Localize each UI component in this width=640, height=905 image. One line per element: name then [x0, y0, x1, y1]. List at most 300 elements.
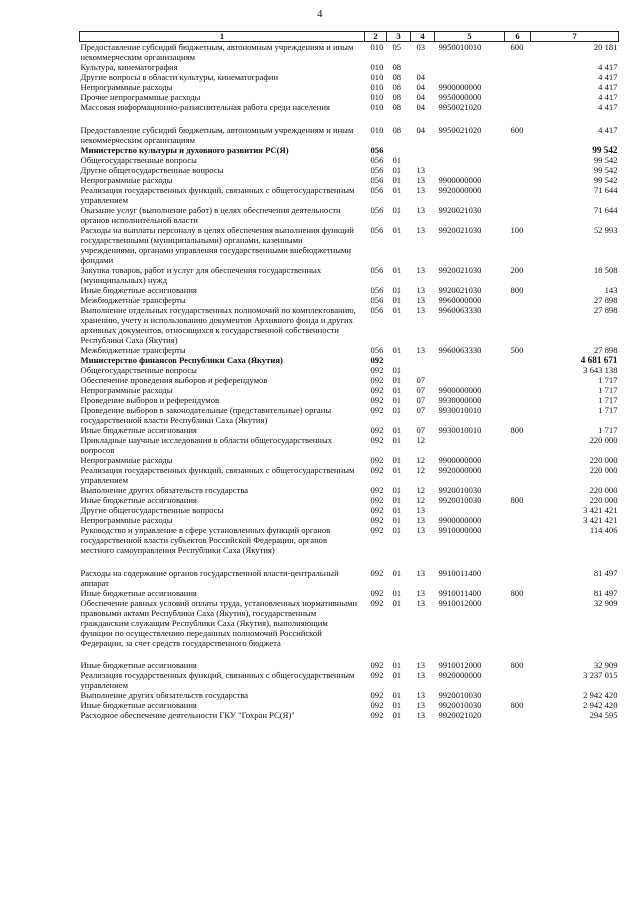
row-ministry-code: 092: [370, 355, 384, 365]
row-subsection-code: 13: [416, 305, 426, 315]
row-name: Обеспечение равных условий оплаты труда, установленных нормативными правовыми актами Республики Саха (Якутия), государственным гражданским служащим Республики Саха (Якутия), выполняющим функции по осуществлению переданных полномочий Российской Федерации, за счет средств государственного бюджета: [80, 598, 358, 648]
row-expense-type: [505, 305, 531, 345]
row-amount: 4 417: [598, 72, 618, 82]
row-section-code: 01: [392, 598, 402, 608]
row-ministry-code: 092: [370, 660, 384, 670]
row-amount: 1 717: [598, 385, 618, 395]
row-name: Непрограммные расходы: [80, 82, 173, 92]
table-row: [80, 102, 619, 112]
table-row: [80, 405, 619, 425]
row-amount: 4 417: [598, 82, 618, 92]
row-expense-type: 800: [510, 285, 524, 295]
table-row: [80, 165, 619, 175]
table-row: [80, 505, 619, 515]
table-row: [80, 425, 619, 435]
row-section-code: 01: [392, 395, 402, 405]
row-target-code: 9910012000: [438, 660, 482, 670]
row-subsection-code: 03: [416, 42, 426, 52]
row-ministry-code: 092: [370, 670, 384, 680]
table-body: [80, 42, 619, 721]
row-name: Предоставление субсидий бюджетным, автономным учреждениям и иным некоммерческим организациям: [80, 125, 354, 145]
row-subsection-code: 13: [416, 285, 426, 295]
table-row: [80, 62, 619, 72]
table-row: [80, 385, 619, 395]
row-section-code: [387, 145, 411, 155]
row-subsection-code: 13: [416, 205, 426, 215]
row-section-code: 01: [392, 405, 402, 415]
row-ministry-code: 056: [370, 205, 384, 215]
row-amount: 27 898: [593, 305, 618, 315]
row-target-code: 9920021030: [438, 225, 482, 235]
row-subsection-code: 07: [416, 405, 426, 415]
row-section-code: 08: [392, 92, 402, 102]
row-section-code: 01: [392, 465, 402, 475]
row-target-code: 9930000000: [438, 395, 482, 405]
row-section-code: 01: [392, 455, 402, 465]
row-ministry-code: 010: [370, 82, 384, 92]
row-name: Межбюджетные трансферты: [80, 345, 186, 355]
row-subsection-code: 13: [416, 265, 426, 275]
row-target-code: [435, 62, 505, 72]
row-target-code: 9900000000: [438, 175, 482, 185]
table-row: [80, 455, 619, 465]
row-amount: 220 000: [589, 465, 618, 475]
row-section-code: 01: [392, 700, 402, 710]
row-section-code: 01: [392, 568, 402, 578]
row-section-code: 01: [392, 385, 402, 395]
row-section-code: 01: [392, 505, 402, 515]
row-section-code: 01: [392, 495, 402, 505]
table-row: [80, 525, 619, 555]
row-expense-type: [505, 690, 531, 700]
row-name: Другие общегосударственные вопросы: [80, 505, 224, 515]
row-target-code: 9900000000: [438, 385, 482, 395]
row-name: Закупка товаров, работ и услуг для обеспечения государственных (муниципальных) нужд: [80, 265, 322, 285]
table-row: [80, 648, 619, 670]
row-section-code: 01: [392, 588, 402, 598]
row-expense-type: [505, 525, 531, 555]
row-subsection-code: 12: [416, 435, 426, 445]
row-expense-type: [505, 598, 531, 648]
table-row: [80, 515, 619, 525]
row-target-code: 9950021020: [438, 125, 482, 135]
row-target-code: 9960063330: [438, 305, 482, 315]
row-section-code: 08: [392, 125, 402, 135]
row-amount: 81 497: [593, 568, 618, 578]
row-ministry-code: 092: [370, 425, 384, 435]
row-expense-type: 600: [510, 42, 524, 52]
row-amount: 220 000: [589, 455, 618, 465]
table-row: [80, 72, 619, 82]
row-name: Реализация государственных функций, связанных с общегосударственным управлением: [80, 670, 355, 690]
row-amount: 71 644: [593, 205, 618, 215]
row-name: Непрограммные расходы: [80, 175, 173, 185]
row-expense-type: [505, 102, 531, 112]
row-name: Проведение выборов и референдумов: [80, 395, 220, 405]
row-ministry-code: 092: [370, 385, 384, 395]
row-section-code: 01: [392, 375, 402, 385]
row-section-code: 01: [392, 435, 402, 445]
row-section-code: 01: [392, 265, 402, 275]
row-target-code: 9950000000: [438, 92, 482, 102]
row-subsection-code: 13: [416, 710, 426, 720]
row-section-code: 01: [392, 670, 402, 680]
table-row: [80, 555, 619, 588]
header-col-7: 7: [531, 32, 619, 42]
row-amount: 4 417: [598, 92, 618, 102]
table-row: [80, 598, 619, 648]
row-target-code: [435, 145, 505, 155]
row-subsection-code: 04: [416, 72, 426, 82]
row-target-code: 9900000000: [438, 455, 482, 465]
row-name: Иные бюджетные ассигнования: [80, 495, 197, 505]
row-expense-type: [505, 375, 531, 385]
row-ministry-code: 056: [370, 305, 384, 315]
row-subsection-code: 13: [416, 515, 426, 525]
row-ministry-code: 010: [370, 92, 384, 102]
row-subsection-code: 07: [416, 375, 426, 385]
row-target-code: [435, 355, 505, 365]
table-row: [80, 42, 619, 63]
row-ministry-code: 092: [370, 465, 384, 475]
row-target-code: 9950010010: [438, 42, 482, 52]
row-expense-type: [505, 405, 531, 425]
row-amount: 81 497: [593, 588, 618, 598]
row-subsection-code: 04: [416, 82, 426, 92]
row-subsection-code: 13: [416, 185, 426, 195]
row-subsection-code: 13: [416, 588, 426, 598]
row-ministry-code: 092: [370, 690, 384, 700]
row-target-code: 9950021020: [438, 102, 482, 112]
row-ministry-code: 056: [370, 295, 384, 305]
row-subsection-code: 04: [416, 125, 426, 135]
row-expense-type: 500: [510, 345, 524, 355]
row-ministry-code: 010: [370, 102, 384, 112]
row-section-code: 01: [392, 515, 402, 525]
row-ministry-code: 092: [370, 598, 384, 608]
row-section-code: 01: [392, 185, 402, 195]
table-row: [80, 710, 619, 720]
row-amount: 52 993: [593, 225, 618, 235]
row-subsection-code: 13: [416, 660, 426, 670]
row-ministry-code: 092: [370, 710, 384, 720]
row-subsection-code: 07: [416, 425, 426, 435]
row-expense-type: 800: [510, 495, 524, 505]
row-expense-type: [505, 155, 531, 165]
row-subsection-code: 13: [416, 690, 426, 700]
row-name: Расходное обеспечение деятельности ГКУ "Гохран РС(Я)": [80, 710, 295, 720]
row-subsection-code: [411, 365, 435, 375]
table-row: [80, 112, 619, 145]
row-target-code: 9920000000: [438, 185, 482, 195]
row-name: Министерство финансов Республики Саха (Якутия): [80, 355, 283, 365]
row-target-code: 9910011400: [438, 568, 482, 578]
row-section-code: 01: [392, 175, 402, 185]
row-name: Министерство культуры и духовного развития РС(Я): [80, 145, 289, 155]
row-name: Другие общегосударственные вопросы: [80, 165, 224, 175]
row-section-code: 01: [392, 225, 402, 235]
row-amount: 71 644: [593, 185, 618, 195]
header-col-4: 4: [411, 32, 435, 42]
row-ministry-code: 056: [370, 285, 384, 295]
table-row: [80, 225, 619, 265]
row-target-code: [435, 155, 505, 165]
row-section-code: 01: [392, 710, 402, 720]
row-name: Непрограммные расходы: [80, 385, 173, 395]
row-name: Непрограммные расходы: [80, 455, 173, 465]
row-amount: 1 717: [598, 405, 618, 415]
row-name: Иные бюджетные ассигнования: [80, 285, 197, 295]
row-target-code: [435, 72, 505, 82]
row-section-code: 01: [392, 425, 402, 435]
row-amount: 20 181: [593, 42, 618, 52]
row-section-code: 01: [392, 205, 402, 215]
row-subsection-code: 07: [416, 395, 426, 405]
row-amount: 3 421 421: [583, 505, 618, 515]
row-amount: 1 717: [598, 395, 618, 405]
row-section-code: 08: [392, 102, 402, 112]
row-name: Реализация государственных функций, связанных с общегосударственным управлением: [80, 185, 355, 205]
row-expense-type: [505, 465, 531, 485]
row-amount: 2 942 420: [583, 700, 618, 710]
row-target-code: 9910000000: [438, 525, 482, 535]
table-row: [80, 395, 619, 405]
row-subsection-code: 12: [416, 495, 426, 505]
row-section-code: 01: [392, 345, 402, 355]
row-target-code: 9960000000: [438, 295, 482, 305]
row-ministry-code: 056: [370, 165, 384, 175]
row-expense-type: [505, 455, 531, 465]
row-target-code: 9920000000: [438, 670, 482, 680]
row-section-code: 01: [392, 660, 402, 670]
row-subsection-code: 13: [416, 165, 426, 175]
row-ministry-code: 056: [370, 225, 384, 235]
row-expense-type: 100: [510, 225, 524, 235]
table-row: [80, 285, 619, 295]
row-expense-type: [505, 355, 531, 365]
row-target-code: 9930010010: [438, 425, 482, 435]
table-row: [80, 305, 619, 345]
row-subsection-code: 13: [416, 598, 426, 608]
row-expense-type: [505, 515, 531, 525]
row-target-code: 9960063330: [438, 345, 482, 355]
row-name: Реализация государственных функций, связанных с общегосударственным управлением: [80, 465, 355, 485]
row-amount: 220 000: [589, 435, 618, 445]
table-row: [80, 588, 619, 598]
row-name: Обеспечение проведения выборов и референдумов: [80, 375, 268, 385]
row-name: Межбюджетные трансферты: [80, 295, 186, 305]
row-name: Предоставление субсидий бюджетным, автономным учреждениям и иным некоммерческим организациям: [80, 42, 354, 62]
row-expense-type: [505, 205, 531, 225]
row-name: Непрограммные расходы: [80, 515, 173, 525]
row-name: Прикладные научные исследования в области общегосударственных вопросов: [80, 435, 333, 455]
row-section-code: 01: [392, 485, 402, 495]
row-target-code: 9920010030: [438, 495, 482, 505]
row-ministry-code: 092: [370, 588, 384, 598]
row-subsection-code: 13: [416, 700, 426, 710]
row-ministry-code: 010: [370, 72, 384, 82]
row-ministry-code: 092: [370, 405, 384, 415]
row-expense-type: [505, 165, 531, 175]
row-expense-type: [505, 365, 531, 375]
table-row: [80, 375, 619, 385]
row-name: Общегосударственные вопросы: [80, 365, 197, 375]
row-expense-type: [505, 435, 531, 455]
row-expense-type: 600: [510, 125, 524, 135]
table-row: [80, 365, 619, 375]
row-expense-type: [505, 295, 531, 305]
row-amount: 114 406: [589, 525, 618, 535]
row-subsection-code: 12: [416, 485, 426, 495]
row-ministry-code: 010: [370, 42, 384, 52]
row-subsection-code: 12: [416, 465, 426, 475]
row-ministry-code: 092: [370, 395, 384, 405]
row-amount: 27 898: [593, 295, 618, 305]
header-col-6: 6: [505, 32, 531, 42]
row-name: Выполнение других обязательств государства: [80, 690, 249, 700]
row-ministry-code: 056: [370, 155, 384, 165]
row-subsection-code: 13: [416, 295, 426, 305]
row-target-code: 9910012000: [438, 598, 482, 608]
row-ministry-code: 092: [370, 505, 384, 515]
table-row: [80, 355, 619, 365]
row-subsection-code: [411, 62, 435, 72]
row-name: Выполнение других обязательств государства: [80, 485, 249, 495]
row-subsection-code: 13: [416, 225, 426, 235]
row-expense-type: [505, 145, 531, 155]
row-name: Расходы на выплаты персоналу в целях обеспечения выполнения функций государственными (муниципальными) органами, казенными учреждениями, органами управления государственными внебюджетными фондами: [80, 225, 354, 265]
row-ministry-code: 092: [370, 485, 384, 495]
header-col-1: 1: [80, 32, 365, 42]
row-ministry-code: 092: [370, 515, 384, 525]
row-section-code: 01: [392, 155, 402, 165]
row-name: Общегосударственные вопросы: [80, 155, 197, 165]
row-amount: 18 508: [593, 265, 618, 275]
row-expense-type: [505, 710, 531, 720]
row-amount: 4 417: [598, 62, 618, 72]
row-section-code: 08: [392, 62, 402, 72]
table-row: [80, 92, 619, 102]
row-section-code: 01: [392, 690, 402, 700]
row-amount: 99 542: [592, 145, 618, 155]
row-ministry-code: 056: [370, 345, 384, 355]
row-section-code: 01: [392, 525, 402, 535]
row-amount: 1 717: [598, 425, 618, 435]
row-name: Оказание услуг (выполнение работ) в целях обеспечения деятельности органов исполнительной власти: [80, 205, 341, 225]
row-target-code: 9920010030: [438, 690, 482, 700]
row-expense-type: 800: [510, 700, 524, 710]
row-amount: 4 417: [598, 102, 618, 112]
row-expense-type: 800: [510, 588, 524, 598]
row-expense-type: 800: [510, 660, 524, 670]
row-target-code: 9920010030: [438, 700, 482, 710]
row-ministry-code: 010: [370, 62, 384, 72]
row-subsection-code: 13: [416, 670, 426, 680]
row-target-code: [435, 165, 505, 175]
row-target-code: 9900000000: [438, 82, 482, 92]
row-ministry-code: 092: [370, 525, 384, 535]
row-subsection-code: 12: [416, 455, 426, 465]
row-expense-type: 200: [510, 265, 524, 275]
row-expense-type: [505, 62, 531, 72]
row-name: Расходы на содержание органов государственной власти-центральный аппарат: [80, 568, 339, 588]
budget-table: [79, 31, 619, 720]
row-amount: 99 542: [593, 175, 618, 185]
row-amount: 143: [604, 285, 618, 295]
row-section-code: 01: [392, 295, 402, 305]
row-name: Руководство и управление в сфере установленных функций органов государственной власти субъектов Российской Федерации, органов местного самоуправления Республики Саха (Якутия): [80, 525, 331, 555]
row-amount: 99 542: [593, 155, 618, 165]
row-expense-type: [505, 505, 531, 515]
header-col-3: 3: [387, 32, 411, 42]
row-name: Культура, кинематография: [80, 62, 178, 72]
row-section-code: 01: [392, 165, 402, 175]
row-ministry-code: 092: [370, 568, 384, 578]
row-expense-type: [505, 395, 531, 405]
row-name: Иные бюджетные ассигнования: [80, 660, 197, 670]
header-col-5: 5: [435, 32, 505, 42]
table-row: [80, 155, 619, 165]
row-expense-type: [505, 385, 531, 395]
row-name: Иные бюджетные ассигнования: [80, 588, 197, 598]
table-row: [80, 485, 619, 495]
table-row: [80, 265, 619, 285]
row-amount: 220 000: [589, 485, 618, 495]
row-target-code: 9900000000: [438, 515, 482, 525]
table-header: [80, 32, 619, 42]
row-subsection-code: 13: [416, 345, 426, 355]
row-name: Иные бюджетные ассигнования: [80, 425, 197, 435]
row-section-code: 08: [392, 72, 402, 82]
row-target-code: [435, 375, 505, 385]
table-row: [80, 175, 619, 185]
row-subsection-code: [411, 355, 435, 365]
row-subsection-code: [411, 145, 435, 155]
row-name: Массовая информационно-разъяснительная работа среди населения: [80, 102, 330, 112]
row-expense-type: [505, 92, 531, 102]
table-row: [80, 700, 619, 710]
row-subsection-code: 13: [416, 175, 426, 185]
row-target-code: [435, 365, 505, 375]
row-expense-type: [505, 72, 531, 82]
row-section-code: [387, 355, 411, 365]
row-ministry-code: 092: [370, 435, 384, 445]
row-section-code: 05: [392, 42, 402, 52]
row-amount: 220 000: [589, 495, 618, 505]
row-section-code: 01: [392, 305, 402, 315]
row-amount: 32 909: [593, 598, 618, 608]
row-name: Выполнение отдельных государственных полномочий по комплектованию, хранению, учету и использованию документов Архивного фонда и других архивных документов, относящихся к государственной собственности Республики Саха (Якутия): [80, 305, 356, 345]
row-section-code: 08: [392, 82, 402, 92]
row-target-code: [435, 435, 505, 455]
row-target-code: 9920021030: [438, 285, 482, 295]
row-name: Проведение выборов в законодательные (представительные) органы государственной власти Республики Саха (Якутия): [80, 405, 332, 425]
row-target-code: 9920000000: [438, 465, 482, 475]
row-ministry-code: 092: [370, 455, 384, 465]
row-amount: 3 421 421: [583, 515, 618, 525]
row-target-code: 9920021020: [438, 710, 482, 720]
row-amount: 3 643 138: [583, 365, 618, 375]
table-row: [80, 435, 619, 455]
row-ministry-code: 056: [370, 175, 384, 185]
row-amount: 4 417: [598, 125, 618, 135]
row-subsection-code: 13: [416, 568, 426, 578]
row-subsection-code: 04: [416, 92, 426, 102]
row-expense-type: 800: [510, 425, 524, 435]
row-ministry-code: 056: [370, 185, 384, 195]
row-expense-type: [505, 185, 531, 205]
row-target-code: 9920010030: [438, 485, 482, 495]
